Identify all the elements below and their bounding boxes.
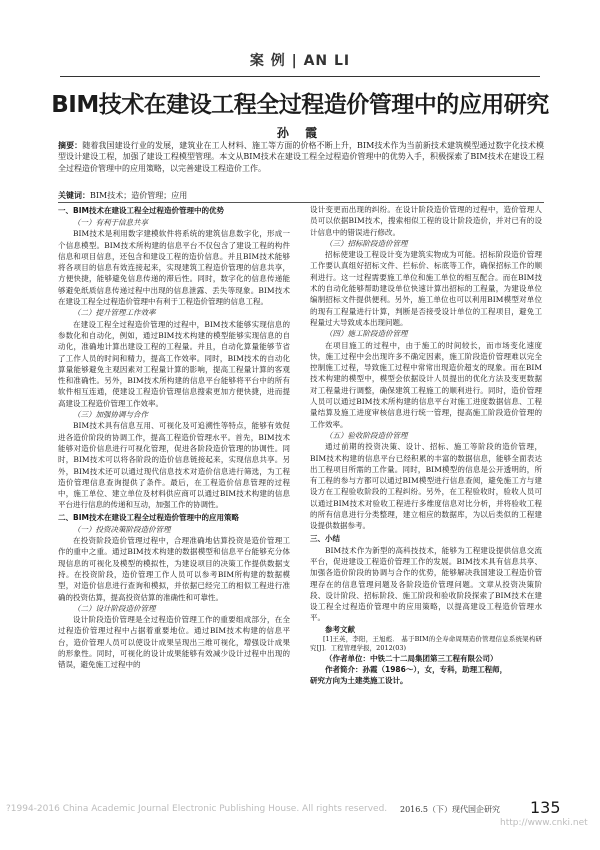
paragraph: BIM技术是利用数字建模软件将系统的建筑信息数字化，形成一个信息模型。BIM技术所构建的信息平台不仅包含了建设工程的构件信息和项目信息，还包含和建设工程的造价信息。并且BIM技术能够将各项目的信息有效连接起来，实现建筑工程造价管理的信息共享，方便快捷，能够避免信息传递的滞后性。同时，数字化的信息传递能够避免纸质信息传递过程中出现的信息泄露、丢失等现象。BIM技术在建设工程全过程造价管理中有利于工程造价管理的信息工程。 bbox=[58, 229, 290, 307]
section-heading-1: 一、BIM技术在建设工程全过程造价管理中的优势 bbox=[58, 206, 224, 215]
keywords-divider bbox=[58, 202, 544, 203]
copyright-notice: ?1994-2016 China Academic Journal Electronic Publishing House. All rights reserved. bbox=[6, 804, 388, 814]
author-name: 孙 霞 bbox=[276, 126, 324, 140]
paragraph: 在投资阶段造价管理过程中，合理准确地估算投资是造价管理工作的重中之重。通过BIM技术构建的数据模型和信息平台能够充分体现信息的可视化及模型的模拟性，为建设项目的决策工作提供数据支持。在投资阶段，造价管理工作人员可以参考BIM所构建的数据模型，对造价信息进行查询和模拟，并依据已经完工的相似工程进行准确的投资估算，提高投资估算的准确性和可靠性。 bbox=[58, 536, 290, 602]
header-rule bbox=[60, 76, 540, 77]
author-unit: （作者单位：中铁二十二局集团第三工程有限公司） bbox=[325, 653, 498, 663]
page-number: 135 bbox=[530, 798, 561, 817]
paragraph: 招标使建设工程设计变为建筑实物成为可能。招标阶段造价管理工作要认真组好招标文件、拦标价、标底等工作，确保招标工作的顺利进行。这一过程需要施工单位和施工单位的相互配合。而在BIM技术的自动化能够帮助建设单位快速计算出招标的工程量，为建设单位编制招标文件提供便利。另外，施工单位也可以利用BIM模型对单位的现有工程量进行计算，判断是否接受设计单位的工程项目，避免工程量过大导致成本出现问题。 bbox=[310, 250, 542, 327]
subsection-title: （二）提升管理工作效率 bbox=[73, 308, 156, 318]
subsection-title: （三）加强协调与合作 bbox=[73, 410, 148, 420]
keywords-text: BIM技术；造价管理；应用 bbox=[90, 191, 188, 200]
subsection-title: （二）设计阶段造价管理 bbox=[73, 603, 156, 613]
paragraph: 在建设工程全过程造价管理的过程中，BIM技术能够实现信息的参数化和自动化，例如，通过BIM技术构建的模型能够实现信息的自动化，准确地计算出建设工程的工程量。并且，自动化算量能够节省了工作人员的时间和精力，提高工作效率。同时，BIM技术的自动化算量能够避免主观因素对工程量计算的影响，提高工程量计算的客观性和准确性。另外，BIM技术所构建的信息平台能够将平台中的所有软件相互连通，使建设工程造价管理信息搜索更加方便快捷，进而提高建设工程造价管理工作效率。 bbox=[58, 319, 290, 408]
keywords-label: 关键词： bbox=[58, 191, 90, 200]
author-bio: 作者简介：孙霞（1986～），女，专科，助理工程师， bbox=[325, 664, 508, 674]
page-footer bbox=[0, 796, 600, 828]
subsection-title: （四）施工阶段造价管理 bbox=[325, 329, 408, 339]
author-bio-continued: 研究方向为土建类施工设计。 bbox=[310, 675, 408, 685]
abstract-text: 随着我国建设行业的发展，建筑业在工人材料、施工等方面的价格不断上升，BIM技术作为当前新技术建筑模型通过数字化技术模型设计建设工程，加强了建设工程模型管理。本文从BIM技术在建设工程全过程造价管理中的优势入手，积极探索了BIM技术在建设工程全过程造价管理中的应用策略，以完善建设工程造价工作。 bbox=[58, 141, 544, 173]
paragraph: BIM技术作为新型的高科技技术，能够为工程建设提供信息交流平台，促进建设工程造价管理工作的发展。BIM技术具有信息共享、加强各造价阶段的协调与合作的优势，能够解决我国建设工程造价管理存在的信息管理问题及各阶段造价管理问题。文章从投资决策阶段、设计阶段、招标阶段、施工阶段和验收阶段探索了BIM技术在建设工程全过程造价管理中的应用策略，以提高建设工程造价管理水平。 bbox=[310, 545, 542, 623]
article-title: BIM技术在建设工程全过程造价管理中的应用研究 bbox=[51, 92, 549, 118]
section-tag: 案 例 | AN LI bbox=[249, 53, 351, 69]
paragraph: BIM技术具有信息互用、可视化及可追溯性等特点，能够有效促进各造价阶段的协调工作，提高工程造价管理水平。首先，BIM技术能够对造价信息进行可视化管理，促进各阶段造价管理的协调性。同时，BIM技术可以将各阶段的造价信息链接起来，实现信息共享。另外，BIM技术还可以通过现代信息技术对造价信息进行筛选，为工程造价管理信息查询提供了条件。最后，在工程造价信息管理的过程中，施工单位、建立单位及材料供应商可以通过BIM技术构建的信息平台进行信息的传递和互动，加强工作的协调性。 bbox=[58, 421, 290, 510]
left-column bbox=[58, 204, 290, 724]
subsection-title: （一）有利于信息共享 bbox=[73, 218, 148, 227]
paragraph: 设计阶段造价管理是全过程造价管理工作的重要组成部分，在全过程造价管理过程中占据着重要地位。通过BIM技术构建的信息平台，造价管理人员可以使设计成果呈现出三维可视化，增强设计成果的形象性。同时，可视化的设计成果能够有效减少设计过程中出现的错误，避免施工过程中的 bbox=[58, 615, 290, 670]
subsection-title: （五）验收阶段造价管理 bbox=[325, 430, 408, 440]
paragraph: 通过前期的投资决策、设计、招标、施工等阶段的造价管理，BIM技术构建的信息平台已经积累的丰富的数据信息，能够全面表达出工程项目所需的工作量。同时，BIM模型的信息是公开透明的，所有工程的参与方都可以通过BIM模型进行信息查阅，避免施工方与建设方在工程验收阶段的工程纠纷。另外，在工程验收时，验收人员可以通过BIM技术对验收工程进行多维度信息对比分析，并将验收工程的所有信息进行分类整理，建立相应的数据库，为以后类似的工程建设提供数据参考。 bbox=[310, 442, 542, 531]
paragraph: 在项目施工的过程中，由于施工的时间较长，而市场变化速度快，施工过程中会出现许多不确定因素，施工阶段造价管理难以完全控制施工过程，导致施工过程中常常出现造价超支的现象。而在BIM技术构建的模型中，模型会依据设计人员提出的优化方法及变更数据对工程量进行调整，确保建筑工程施工的顺利进行。同时，造价管理人员可以通过BIM技术所构建的信息平台对施工进度数据信息、工程量结算及施工进度审核信息进行统一管理，提高施工阶段造价管理的工作效率。 bbox=[310, 340, 542, 429]
right-column bbox=[310, 204, 542, 724]
section-heading-3: 三、小结 bbox=[310, 533, 340, 543]
subsection-title: （一）投资决策阶段造价管理 bbox=[73, 524, 171, 534]
abstract-label: 摘要： bbox=[58, 141, 83, 150]
abstract bbox=[58, 140, 544, 174]
page-header bbox=[0, 50, 600, 72]
subsection-title: （三）招标阶段造价管理 bbox=[325, 238, 408, 248]
reference-item: [1]王英，李阳，王旭彪． 基于BIM的全寿命周期造价管理信息系统架构研究[J]．工程管理学报，2012(03) bbox=[310, 634, 542, 652]
paragraph: 设计变更而出现的纠纷。在设计阶段造价管理的过程中，造价管理人员可以依据BIM技术，搜索相似工程的设计阶段造价，并对已有的设计信息中的错误进行修改。 bbox=[310, 205, 542, 237]
keywords bbox=[58, 190, 544, 201]
issue-info: 2016.5（下）现代国企研究 bbox=[400, 805, 500, 814]
references-title: 参考文献 bbox=[325, 624, 355, 634]
section-heading-2: 二、BIM技术在建设工程全过程造价管理中的应用策略 bbox=[58, 512, 239, 522]
site-url: http://www.cnki.net bbox=[500, 818, 588, 828]
